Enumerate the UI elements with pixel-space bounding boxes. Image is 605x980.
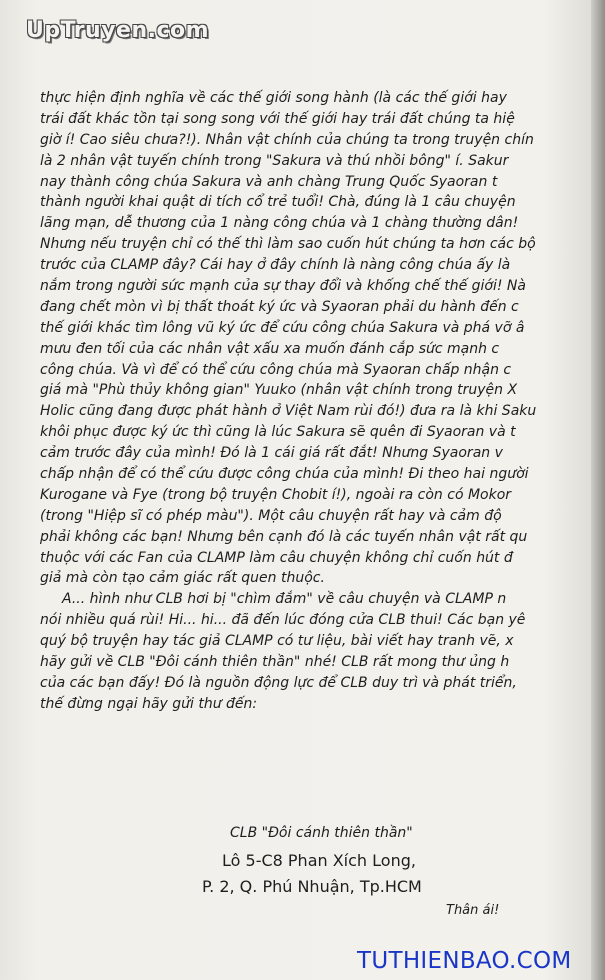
body-line: quý bộ truyện hay tác giả CLAMP có tư liệu, bài viết hay tranh vẽ, x [40,633,514,650]
body-line: giờ í! Cao siêu chưa?!). Nhân vật chính của chúng ta trong truyện chín [40,131,534,148]
page-spine-shadow [591,0,605,980]
body-line: hãy gửi về CLB "Đôi cánh thiên thần" nhé! CLB rất mong thư ủng h [40,654,510,671]
body-line: thành người khai quật di tích cổ trẻ tuổi! Chà, đúng là 1 câu chuyện [40,194,516,211]
body-line: chấp nhận để có thể cứu được công chúa của mình! Đi theo hai người [40,466,529,483]
body-line: thuộc với các Fan của CLAMP làm câu chuyện không chỉ cuốn hút đ [40,549,513,566]
body-line: khôi phục được ký ức thì cũng là lúc Sakura sẽ quên đi Syaoran và t [40,424,516,441]
watermark-top: UpTruyen.com [26,18,210,43]
body-line: là 2 nhân vật tuyến chính trong "Sakura và thú nhồi bông" í. Sakur [40,152,509,169]
body-line: phải không các bạn! Nhưng bên cạnh đó là các tuyến nhân vật rất qu [40,528,528,545]
body-line: mưu đen tối của các nhân vật xấu xa muốn đánh cắp sức mạnh c [40,340,500,357]
address-club-name: CLB "Đôi cánh thiên thần" [230,825,413,841]
body-line: thế giới khác tìm lông vũ ký ức để cứu công chúa Sakura và phá vỡ â [40,319,525,336]
address-district: P. 2, Q. Phú Nhuận, Tp.HCM [202,877,422,896]
watermark-bottom: TUTHIENBAO.COM [357,948,572,974]
body-line: Nhưng nếu truyện chỉ có thế thì làm sao cuốn hút chúng ta hơn các bộ [40,236,536,253]
body-line: thực hiện định nghĩa về các thế giới song hành (là các thế giới hay [40,90,507,106]
body-line: cảm trước đây của mình! Đó là 1 cái giá rất đắt! Nhưng Syaoran v [40,445,503,462]
body-line: Holic cũng đang được phát hành ở Việt Nam rùi đó!) đưa ra là khi Saku [40,403,537,420]
body-line: (trong "Hiệp sĩ có phép màu"). Một câu chuyện rất hay và cảm độ [40,507,502,524]
body-line: trái đất khác tồn tại song song với thế giới hay trái đất chúng ta hiệ [40,110,515,127]
body-line: nói nhiều quá rùi! Hi... hi... đã đến lúc đóng cửa CLB thui! Các bạn yê [40,612,526,629]
address-street: Lô 5-C8 Phan Xích Long, [222,851,416,870]
article-body [40,88,588,715]
body-line: của các bạn đấy! Đó là nguồn động lực để CLB duy trì và phát triển, [40,674,517,691]
body-line: công chúa. Và vì để có thể cứu công chúa mà Syaoran chấp nhận c [40,361,512,378]
body-line: A... hình như CLB hơi bị "chìm đắm" về câu chuyện và CLAMP n [62,591,507,608]
body-line: trước của CLAMP đây? Cái hay ở đây chính là nàng công chúa ấy là [40,257,511,274]
body-line: nắm trong người sức mạnh của sự thay đổi và khống chế thế giới! Nà [40,278,526,295]
body-line: Kurogane và Fye (trong bộ truyện Chobit í!), ngoài ra còn có Mokor [40,486,512,503]
body-line: lãng mạn, dễ thương của 1 nàng công chúa và 1 chàng thường dân! [40,215,519,232]
body-line: thế đừng ngại hãy gửi thư đến: [40,695,258,712]
signoff: Thân ái! [446,903,500,918]
body-line: đang chết mòn vì bị thất thoát ký ức và Syaoran phải du hành đến c [40,298,519,315]
body-line: giả mà còn tạo cảm giác rất quen thuộc. [40,570,325,587]
body-line: nay thành công chúa Sakura và anh chàng Trung Quốc Syaoran t [40,173,498,190]
body-line: giá mà "Phù thủy không gian" Yuuko (nhân vật chính trong truyện X [40,382,518,399]
